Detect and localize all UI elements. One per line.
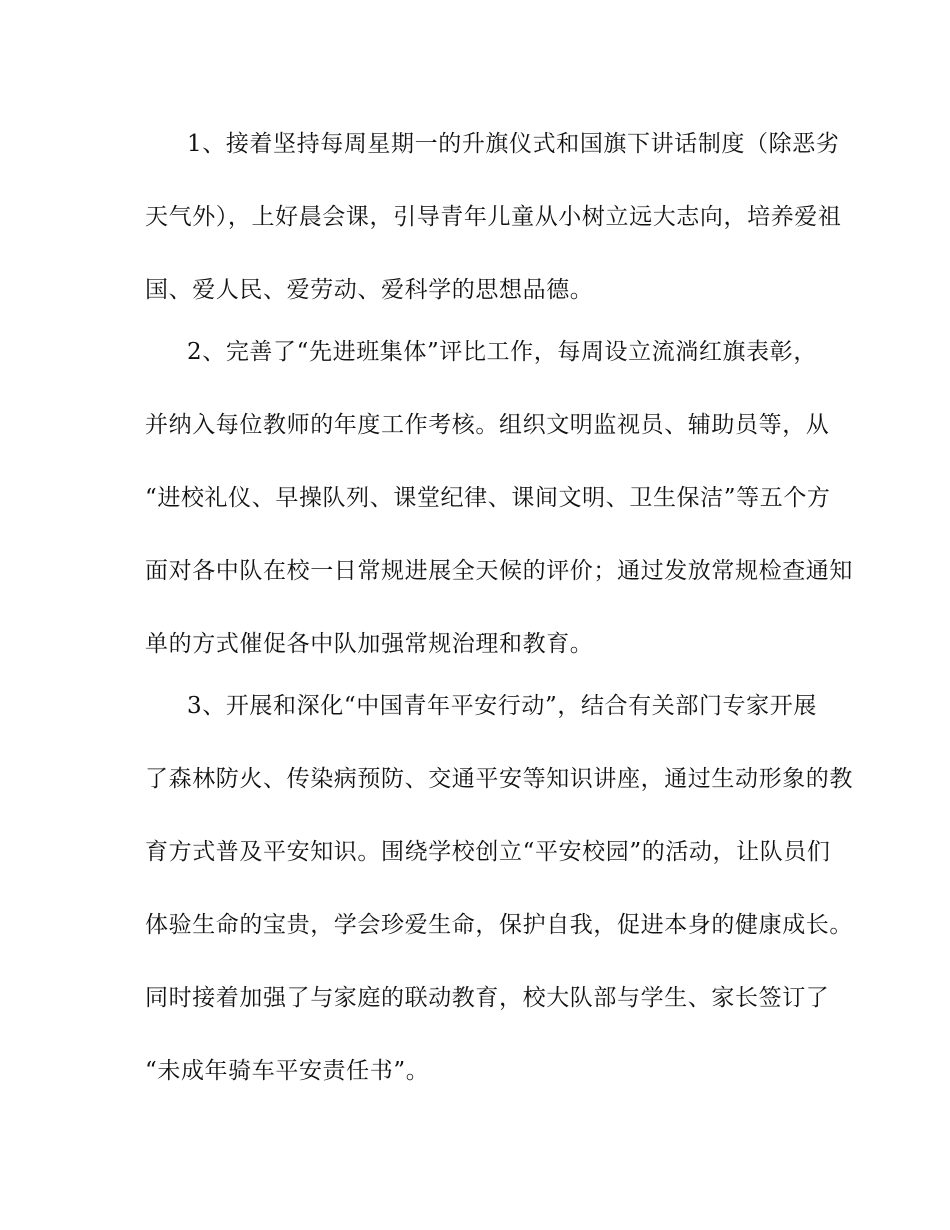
paragraph-3-line-6: “未成年骑车平安责任书”。 bbox=[145, 1058, 430, 1084]
paragraph-1-line-2: 天气外），上好晨会课，引导青年儿童从小树立远大志向，培养爱祖 bbox=[145, 204, 842, 230]
paragraph-3-line-3: 育方式普及平安知识。围绕学校创立“平安校园”的活动，让队员们 bbox=[145, 839, 831, 865]
paragraph-3-line-4: 体验生命的宝贵，学会珍爱生命，保护自我，促进本身的健康成长。 bbox=[145, 912, 853, 938]
paragraph-3-line-2: 了森林防火、传染病预防、交通平安等知识讲座，通过生动形象的教 bbox=[145, 766, 853, 792]
paragraph-2-line-1: 2、完善了“先进班集体”评比工作，每周设立流淌红旗表彰， bbox=[187, 339, 817, 365]
paragraph-3-line-1: 3、开展和深化“中国青年平安行动”，结合有关部门专家开展 bbox=[187, 693, 817, 719]
paragraph-2-line-2: 并纳入每位教师的年度工作考核。组织文明监视员、辅助员等，从 bbox=[145, 412, 830, 438]
paragraph-2-line-5: 单的方式催促各中队加强常规治理和教育。 bbox=[145, 631, 594, 657]
paragraph-2-line-4: 面对各中队在校一日常规进展全天候的评价；通过发放常规检查通知 bbox=[145, 558, 853, 584]
paragraph-1-line-1: 1、接着坚持每周星期一的升旗仪式和国旗下讲话制度（除恶劣 bbox=[187, 131, 840, 157]
paragraph-3-line-5: 同时接着加强了与家庭的联动教育，校大队部与学生、家长签订了 bbox=[145, 985, 830, 1011]
paragraph-1-line-3: 国、爱人民、爱劳动、爱科学的思想品德。 bbox=[145, 277, 594, 303]
paragraph-2-line-3: “进校礼仪、早操队列、课堂纪律、课间文明、卫生保洁”等五个方 bbox=[145, 485, 831, 511]
